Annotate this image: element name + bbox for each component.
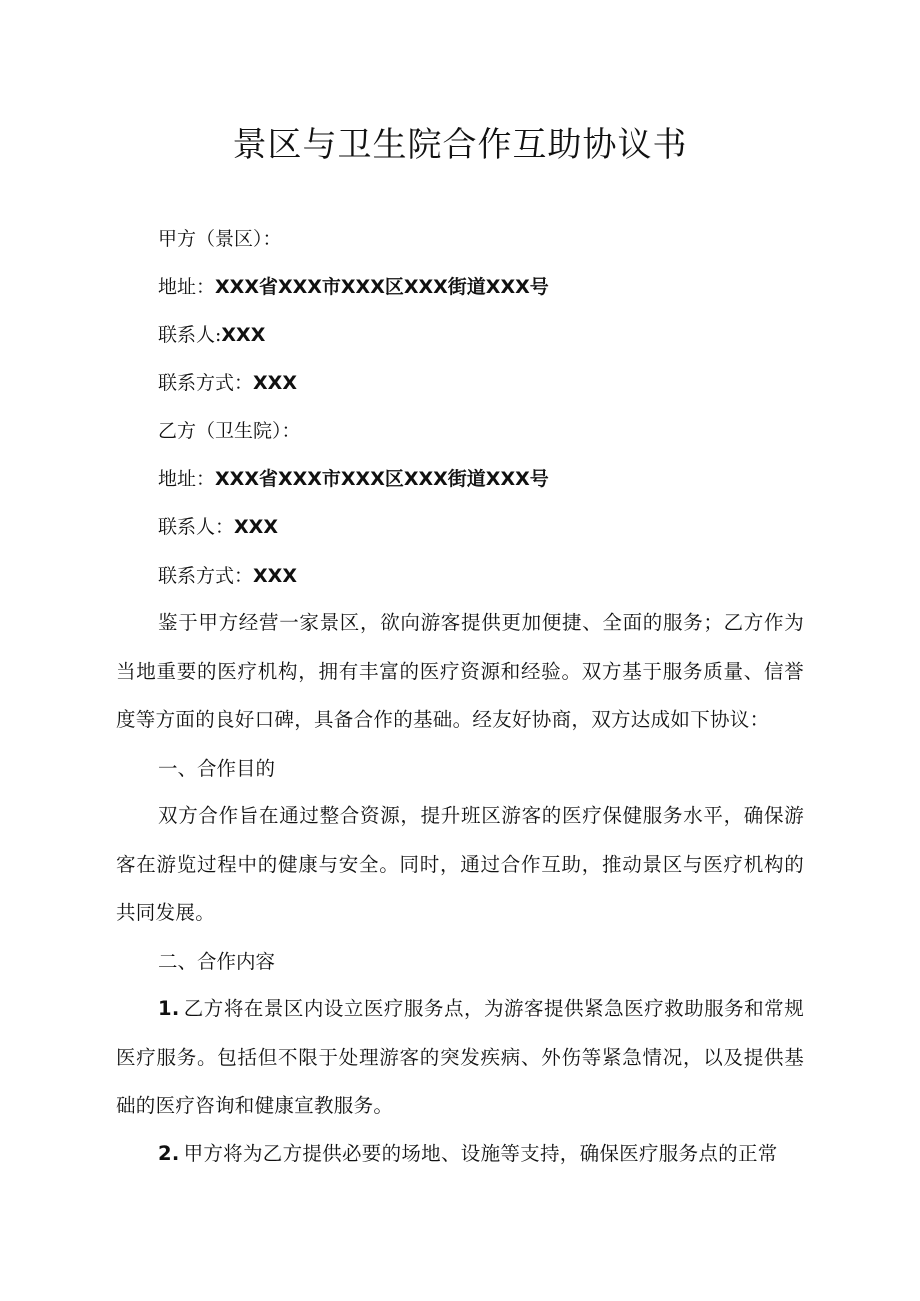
section-1-paragraph: 双方合作旨在通过整合资源，提升班区游客的医疗保健服务水平，确保游客在游览过程中的健康与安全。同时，通过合作互助，推动景区与医疗机构的共同发展。 xyxy=(116,804,804,924)
party-a-contact-value: XXX xyxy=(221,324,266,346)
party-b-contact xyxy=(158,514,278,540)
party-a-label: 甲方（景区）： xyxy=(158,228,282,250)
party-a-address-value: XXX省XXX市XXX区XXX街道XXX号 xyxy=(215,276,549,298)
party-b-address-value: XXX省XXX市XXX区XXX街道XXX号 xyxy=(215,468,549,490)
party-b-phone-value: XXX xyxy=(253,565,297,587)
party-a-phone xyxy=(158,370,297,396)
party-b-phone xyxy=(158,563,297,589)
party-b-label: 乙方（卫生院）： xyxy=(158,420,301,442)
section-2-item-2-number: 2. xyxy=(158,1142,180,1165)
party-a-address-label: 地址： xyxy=(158,276,216,298)
section-2-item-2 xyxy=(116,1130,804,1179)
party-a-address xyxy=(158,274,549,300)
section-2-item-1 xyxy=(116,985,804,1131)
party-a-phone-label: 联系方式： xyxy=(158,372,254,394)
party-b-contact-label: 联系人： xyxy=(158,516,235,538)
intro-paragraph: 鉴于甲方经营一家景区，欲向游客提供更加便捷、全面的服务；乙方作为当地重要的医疗机构，拥有丰富的医疗资源和经验。双方基于服务质量、信誉度等方面的良好口碑，具备合作的基础。经友好协商，双方达成如下协议： xyxy=(116,611,804,731)
party-b-address xyxy=(158,466,549,492)
section-1-heading: 一、合作目的 xyxy=(158,757,276,780)
section-2-item-2-text: 甲方将为乙方提供必要的场地、设施等支持，确保医疗服务点的正常 xyxy=(183,1142,778,1165)
section-2-item-1-text: 乙方将在景区内设立医疗服务点，为游客提供紧急医疗救助服务和常规医疗服务。包括但不限于处理游客的突发疾病、外伤等紧急情况，以及提供基础的医疗咨询和健康宣教服务。 xyxy=(116,997,804,1117)
party-a-contact xyxy=(158,322,265,348)
section-2-heading: 二、合作内容 xyxy=(158,950,276,973)
party-b-contact-value: XXX xyxy=(234,516,278,538)
party-a-contact-label: 联系人: xyxy=(158,324,222,346)
document-title: 景区与卫生院合作互助协议书 xyxy=(232,125,688,165)
party-a-phone-value: XXX xyxy=(253,372,297,394)
party-b-phone-label: 联系方式： xyxy=(158,565,254,587)
section-2-item-1-number: 1. xyxy=(158,997,180,1020)
party-b-address-label: 地址： xyxy=(158,468,216,490)
